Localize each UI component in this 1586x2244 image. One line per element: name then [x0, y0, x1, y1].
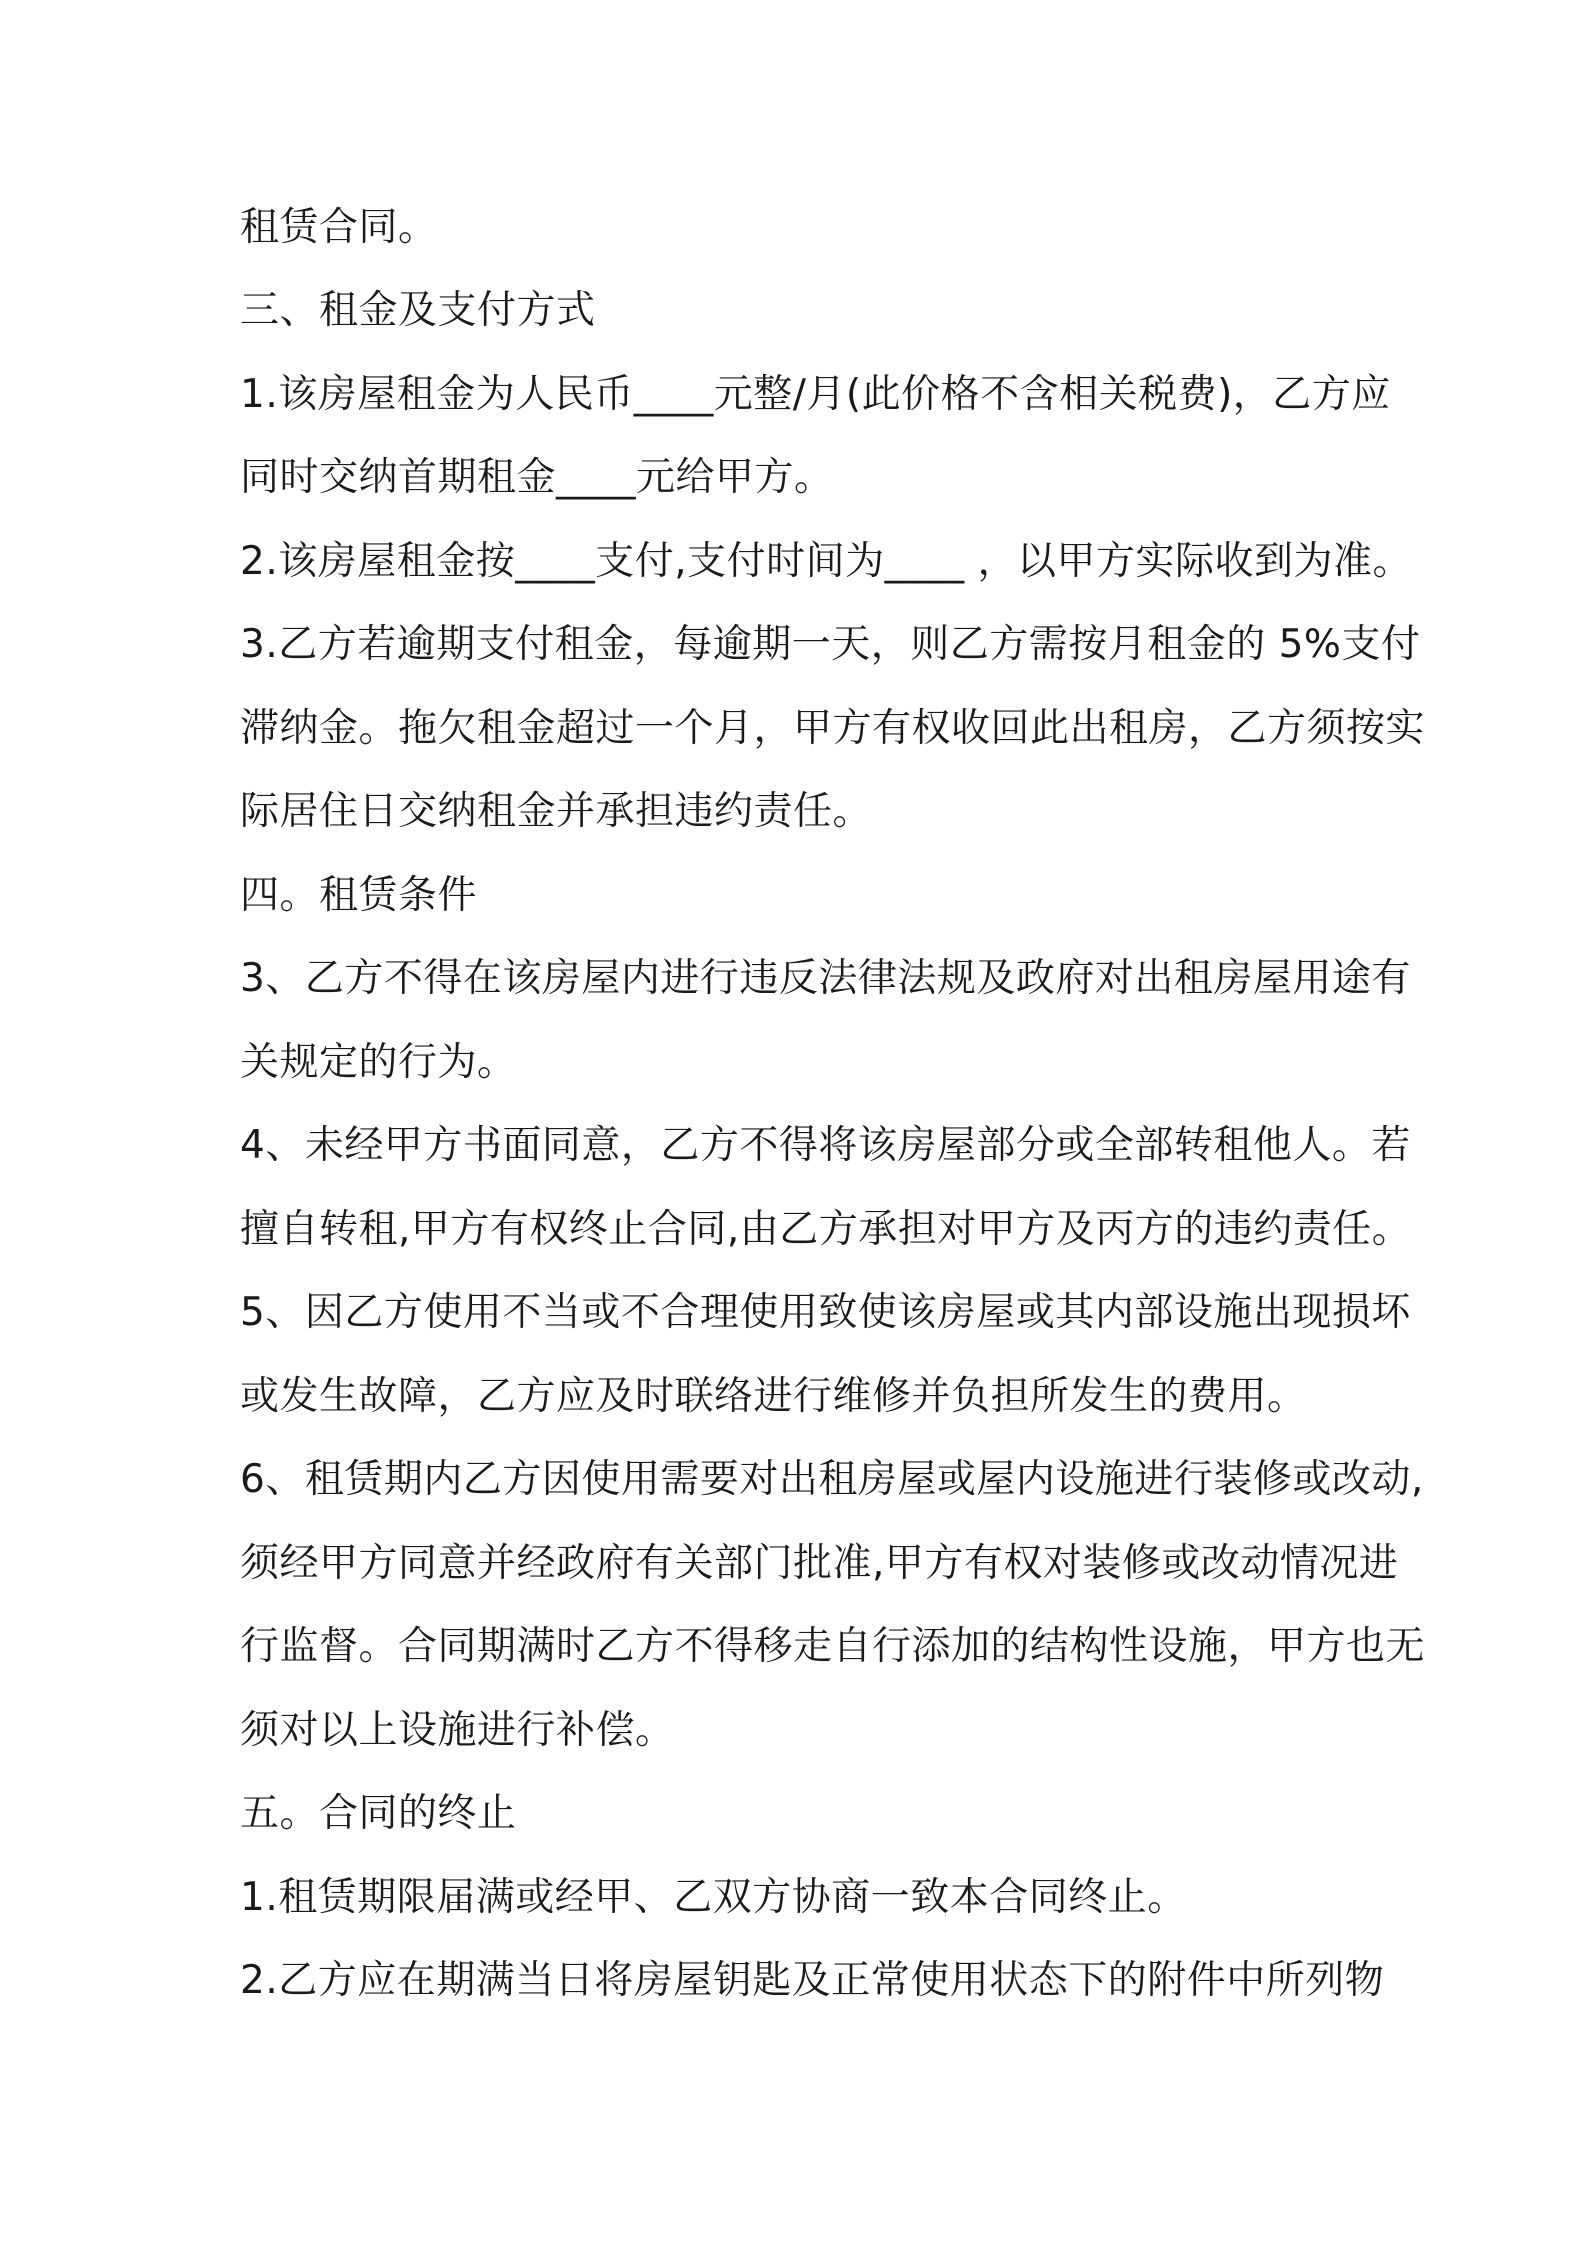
section-heading: 四。租赁条件 — [240, 873, 478, 918]
text-line: 3.乙方若逾期支付租金，每逾期一天，则乙方需按月租金的 5%支付 — [240, 622, 1421, 667]
text-line: 4、未经甲方书面同意，乙方不得将该房屋部分或全部转租他人。若 — [240, 1123, 1411, 1168]
text-line: 须对以上设施进行补偿。 — [240, 1708, 675, 1753]
section-heading: 五。合同的终止 — [240, 1791, 517, 1836]
text-line: 1.租赁期限届满或经甲、乙双方协商一致本合同终止。 — [240, 1875, 1187, 1920]
text-line: 滞纳金。拖欠租金超过一个月，甲方有权收回此出租房，乙方须按实 — [240, 706, 1426, 751]
text-line: 2.该房屋租金按____支付,支付时间为____ ，以甲方实际收到为准。 — [240, 539, 1413, 584]
text-line: 6、租赁期内乙方因使用需要对出租房屋或屋内设施进行装修或改动, — [240, 1457, 1424, 1502]
text-line: 擅自转租,甲方有权终止合同,由乙方承担对甲方及丙方的违约责任。 — [240, 1207, 1412, 1252]
text-line: 同时交纳首期租金____元给甲方。 — [240, 455, 834, 500]
text-line: 5、因乙方使用不当或不合理使用致使该房屋或其内部设施出现损坏 — [240, 1290, 1411, 1335]
text-line: 2.乙方应在期满当日将房屋钥匙及正常使用状态下的附件中所列物 — [240, 1958, 1385, 2003]
text-line: 或发生故障，乙方应及时联络进行维修并负担所发生的费用。 — [240, 1374, 1307, 1419]
text-line: 租赁合同。 — [240, 205, 438, 250]
text-line: 行监督。合同期满时乙方不得移走自行添加的结构性设施，甲方也无 — [240, 1624, 1426, 1669]
text-line: 1.该房屋租金为人民币____元整/月(此价格不含相关税费)，乙方应 — [240, 372, 1391, 417]
text-line: 际居住日交纳租金并承担违约责任。 — [240, 789, 873, 834]
section-heading: 三、租金及支付方式 — [240, 288, 596, 333]
text-line: 须经甲方同意并经政府有关部门批准,甲方有权对装修或改动情况进 — [240, 1541, 1399, 1586]
text-line: 关规定的行为。 — [240, 1040, 517, 1085]
text-line: 3、乙方不得在该房屋内进行违反法律法规及政府对出租房屋用途有 — [240, 956, 1411, 1001]
